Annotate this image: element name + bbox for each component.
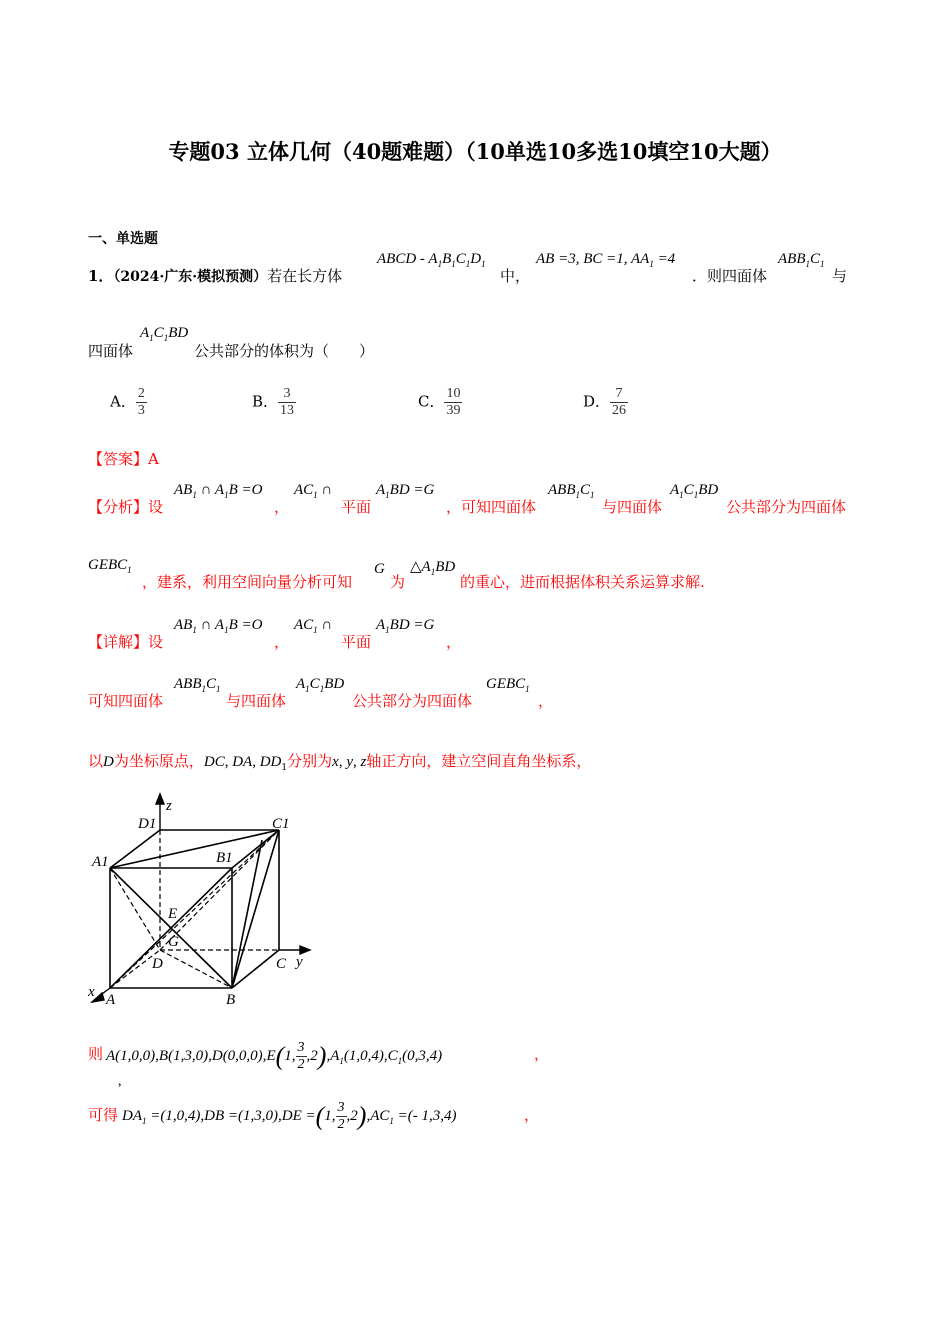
option-den: 26 [612,403,627,418]
label-g: G [168,934,179,950]
math-coordinates: A(1,0,0),B(1,3,0),D(0,0,0),E(1, $\frac{3}{2}$ $,2),A_1(1,0,4),C_1(0,3,4)$ [106,1040,443,1072]
detail-text: 与四面体 [226,692,287,710]
label-a: A [106,992,116,1008]
option-d[interactable] [583,386,628,419]
math-ac1: $AC_1$ ∩ [294,482,333,500]
option-num: 10 [446,386,461,401]
math-plane-g: $A_1BD =G$ [376,617,435,635]
detail-text: ， [524,1106,540,1124]
analysis-text: 与四面体 [602,498,663,516]
detail-text: 公共部分为四面体 [352,692,473,710]
vectors-label: 可得 [88,1106,119,1124]
label-y: y [296,954,303,970]
math-ac1: $AC_1$ ∩ [294,617,333,635]
detail-text: 可知四面体 [88,692,164,710]
question-source: （2024·广东·模拟预测） [113,269,268,285]
question-1-line-1 [88,265,342,286]
detail-text: 以 [88,752,104,770]
detail-text: ， [446,633,462,651]
option-den: 39 [446,403,461,418]
analysis-text: ，可知四面体 [446,498,537,516]
detail-text: ， [274,633,290,651]
option-label: D． [583,392,611,411]
coord-setup: 以D为坐标原点，DC, DA, $DD_1$分别为x, y, z轴正方向，建立空间直角坐标系， [88,752,592,773]
option-label: C． [418,392,445,411]
math-gebc1: $GEBC_1$ [486,676,530,694]
question-text: ．则四面体 [692,267,768,285]
option-b[interactable] [252,386,296,419]
math-tetra-2: $A_1C_1BD$ [296,676,345,694]
math-tetra-1: $ABB_1C_1$ [778,251,825,269]
stray-comma: , [118,1074,122,1089]
option-label: A． [110,392,136,411]
option-label: B． [252,392,279,411]
math-plane-g: $A_1BD =G$ [376,482,435,500]
math-vectors: $DA_1 =(1,0,4),DB =(1,3,0),DE =(1$, $\frac{3}{2}$ $,2),AC_1$ =(- 1,3,4) [122,1100,457,1132]
math-intersection-o: $AB_1$ ∩ $A_1B =O$ [174,482,263,500]
coords-label: 则 [88,1045,104,1063]
option-num: 7 [610,386,628,403]
question-text: 若在长方体 [267,267,343,285]
label-d1: D1 [138,816,157,832]
math-gebc1: $GEBC_1$ [88,557,132,575]
analysis-text: 的重心，进而根据体积关系运算求解. [460,573,705,591]
answer: 【答案】A [88,450,159,468]
label-c: C [276,956,287,972]
detail-text: 分别为 [287,752,333,770]
math-tetra-2: $A_1C_1BD$ [140,325,189,343]
analysis-text: 平面 [341,498,372,516]
label-x: x [88,984,95,1000]
question-number: 1． [88,267,114,285]
option-num: 2 [137,386,145,401]
math-lengths: AB =3, BC =1, $AA_1 =4$ [536,251,676,269]
math-tetra-2: $A_1C_1BD$ [670,482,719,500]
label-d: D [152,956,163,972]
option-den: 13 [280,403,295,418]
analysis-text: ，建系，利用空间向量分析可知 [142,573,353,591]
detail-label: 【详解】设 [88,633,164,651]
math-tetra-1: $ABB_1C_1$ [548,482,595,500]
math-triangle: $\triangle A_1BD$ [410,559,456,577]
page-title: 专题03 立体几何（40题难题）（10单选10多选10填空10大题） [168,139,782,164]
section-heading: 一、单选题 [88,231,158,247]
question-text: 公共部分的体积为（ ） [194,342,375,360]
label-e: E [168,906,178,922]
math-g: G [374,561,385,577]
detail-text: 为坐标原点， [113,752,204,770]
detail-text: ， [538,692,554,710]
cuboid-figure [82,790,322,1012]
label-c1: C1 [272,816,290,832]
detail-text: 平面 [341,633,372,651]
math-tetra-1: $ABB_1C_1$ [174,676,221,694]
math-intersection-o: $AB_1$ ∩ $A_1B =O$ [174,617,263,635]
analysis-text: ， [274,498,290,516]
question-text: 与 [832,267,848,285]
detail-text: 轴正方向，建立空间直角坐标系， [366,752,592,770]
label-b: B [226,992,236,1008]
option-c[interactable] [418,386,462,419]
math-cuboid: ABCD - $A_1B_1C_1D_1$ [377,251,486,269]
option-den: 3 [137,403,145,418]
label-b1: B1 [216,850,233,866]
detail-text: ， [534,1045,550,1063]
question-text: 四面体 [88,342,134,360]
question-text: 中， [500,267,531,285]
option-num: 3 [278,386,296,403]
analysis-text: 为 [390,573,406,591]
label-z: z [166,798,172,814]
analysis-text: 公共部分为四面体 [726,498,847,516]
analysis-label: 【分析】设 [88,498,164,516]
option-a[interactable] [110,386,147,419]
label-a1: A1 [92,854,109,870]
